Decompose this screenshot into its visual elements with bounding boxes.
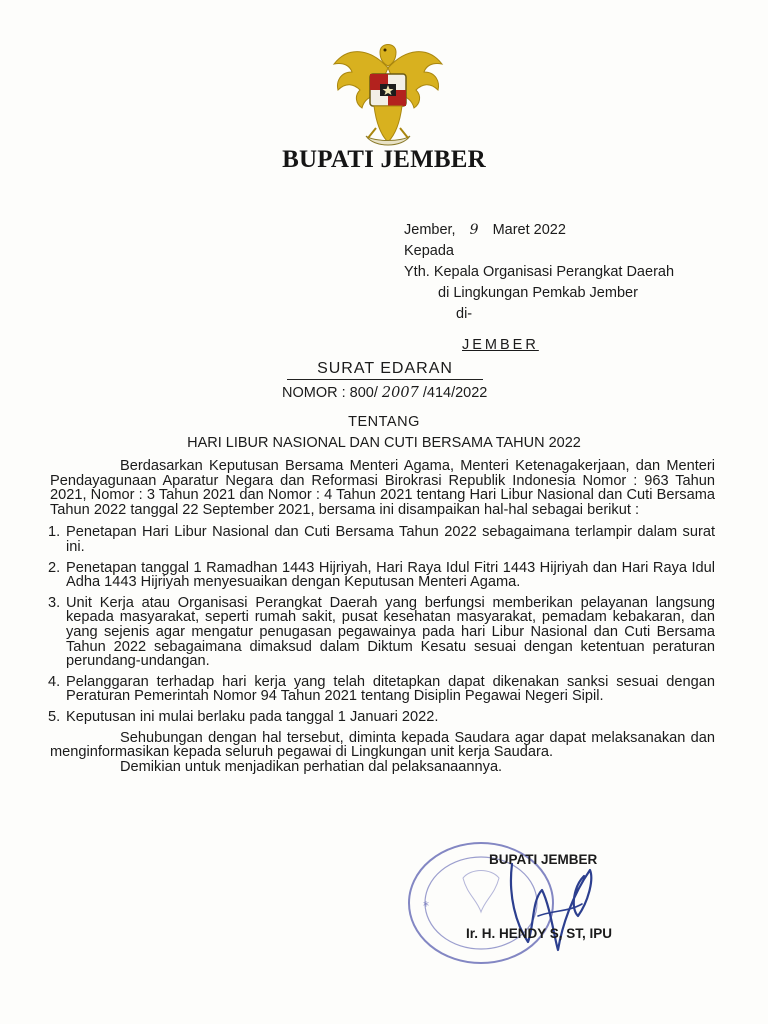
- list-item-number: 1.: [48, 524, 61, 541]
- list-item-text: Unit Kerja atau Organisasi Perangkat Daerah yang berfungsi memberikan pelayanan langsung kepada masyarakat, seperti rumah sakit, pusat kesehatan masyarakat, pemadam kebakaran, dan yang sejenis agar mengatur penugasan pegawainya pada hari Libur Nasional dan Cuti Bersama Tahun 2022 sebagaimana dimaksud dalam Diktum Kesatu sesuai dengan ketentuan peraturan perundang-undangan.: [66, 594, 715, 670]
- svg-text:*: *: [423, 899, 429, 913]
- recipient-line-1: Yth. Kepala Organisasi Perangkat Daerah: [404, 264, 675, 280]
- list-item-number: 5.: [48, 708, 61, 725]
- list-item: [50, 596, 715, 669]
- letter-number: [282, 385, 487, 401]
- signatory-title: BUPATI JEMBER: [489, 852, 598, 867]
- place-date: [404, 220, 674, 241]
- letter-number-prefix: NOMOR : 800/: [282, 385, 378, 401]
- tentang-label: TENTANG: [348, 414, 420, 430]
- place-date-day-handwritten: 9: [469, 222, 479, 238]
- letter-type: SURAT EDARAN: [287, 360, 483, 380]
- letter-body: [50, 459, 715, 774]
- list-item: [50, 525, 715, 554]
- list-item: [50, 710, 715, 725]
- intro-paragraph: Berdasarkan Keputusan Bersama Menteri Agama, Menteri Ketenagakerjaan, dan Menteri Pendayagunaan Aparatur Negara dan Reformasi Birokrasi Republik Indonesia Nomor : 963 Tahun 2021, Nomor : 3 Tahun 2021 dan Nomor : 4 Tahun 2021 tentang Hari Libur Nasional dan Cuti Bersama Tahun 2022 tanggal 22 September 2021, bersama ini disampaikan hal-hal sebagai berikut :: [50, 458, 715, 518]
- letter-number-handwritten: 2007: [381, 385, 419, 401]
- list-item: [50, 675, 715, 704]
- closing-sentence: Demikian untuk menjadikan perhatian dal pelaksanaannya.: [120, 758, 503, 775]
- list-item-text: Penetapan tanggal 1 Ramadhan 1443 Hijriyah, Hari Raya Idul Fitri 1443 Hijriyah dan Hari Raya Idul Adha 1443 Hijriyah menyesuaikan dengan Keputusan Menteri Agama.: [66, 559, 715, 591]
- closing-paragraph: Sehubungan dengan hal tersebut, diminta kepada Saudara agar dapat melaksanakan dan menginformasikan kepada seluruh pegawai di Lingkungan unit kerja Saudara.: [50, 729, 715, 761]
- list-item-number: 2.: [48, 559, 61, 576]
- letter-number-suffix: /414/2022: [422, 385, 488, 401]
- letterhead-title: BUPATI JEMBER: [282, 146, 486, 173]
- list-item-text: Keputusan ini mulai berlaku pada tanggal 1 Januari 2022.: [66, 708, 439, 725]
- list-item-text: Penetapan Hari Libur Nasional dan Cuti Bersama Tahun 2022 sebagaimana terlampir dalam surat ini.: [66, 524, 715, 555]
- list-item: [50, 561, 715, 590]
- list-item-text: Pelanggaran terhadap hari kerja yang telah ditetapkan dapat dikenakan sanksi sesuai dengan Peraturan Pemerintah Nomor 94 Tahun 2021 tentang Disiplin Pegawai Negeri Sipil.: [66, 673, 715, 705]
- recipient-city: JEMBER: [462, 337, 539, 353]
- recipient-di: di-: [456, 306, 473, 322]
- addressee-label: Kepada: [404, 243, 454, 259]
- place-date-city: Jember,: [404, 222, 456, 238]
- address-block: [404, 220, 674, 356]
- list-item-number: 3.: [48, 594, 61, 611]
- recipient-line-2: di Lingkungan Pemkab Jember: [438, 285, 638, 301]
- signatory-name: Ir. H. HENDY S, ST, IPU: [466, 926, 613, 941]
- points-list: [50, 525, 715, 724]
- letter-subject: HARI LIBUR NASIONAL DAN CUTI BERSAMA TAHUN 2022: [187, 435, 581, 451]
- place-date-month-year: Maret 2022: [492, 222, 566, 238]
- list-item-number: 4.: [48, 673, 61, 690]
- garuda-emblem-icon: [330, 38, 446, 156]
